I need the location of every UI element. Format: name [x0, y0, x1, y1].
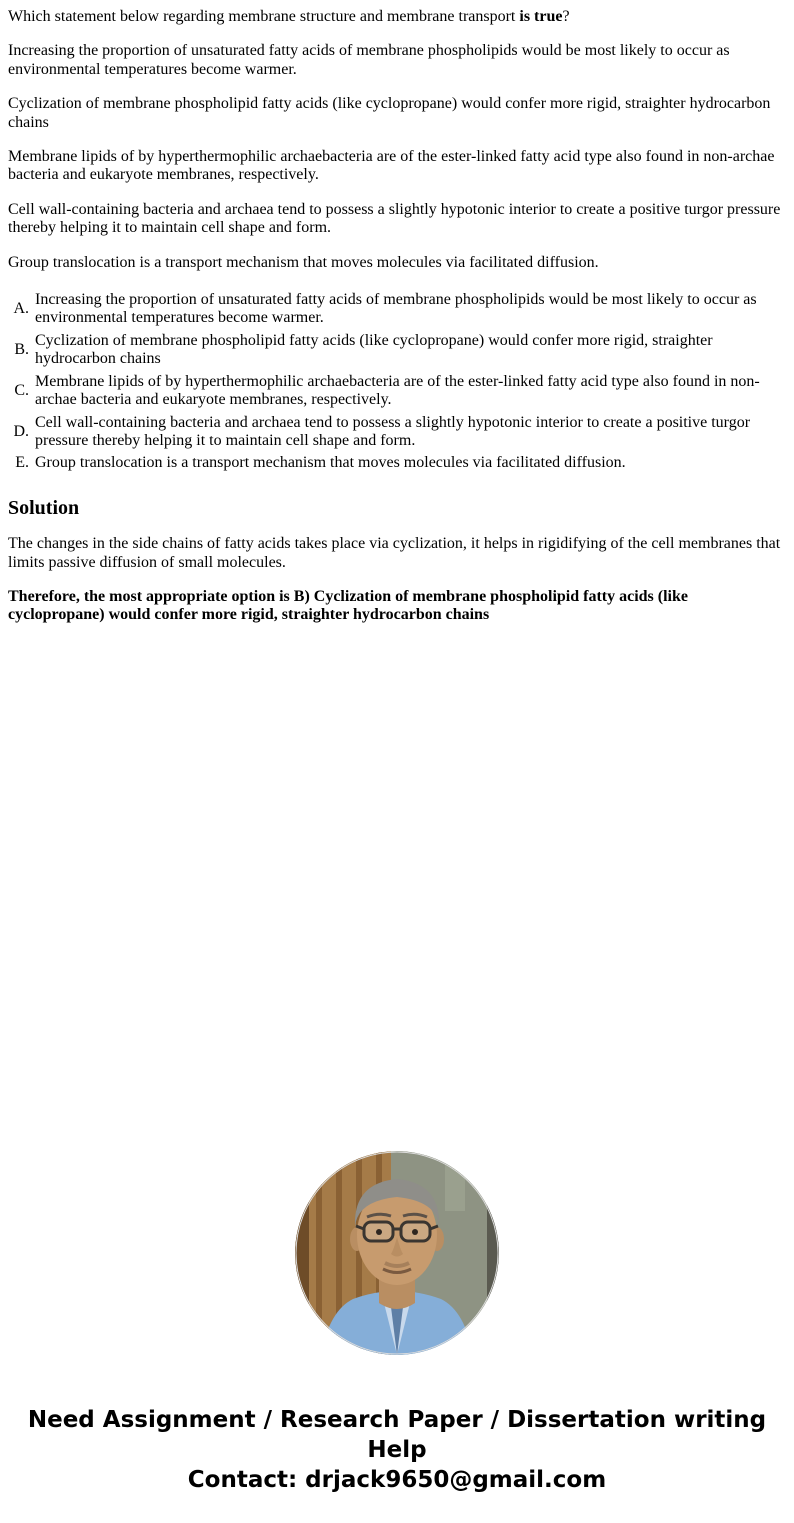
tutor-photo — [295, 1151, 499, 1355]
statement-paragraph: Group translocation is a transport mechanism that moves molecules via facilitated diffusion. — [8, 253, 599, 271]
tutor-photo-image — [295, 1151, 499, 1355]
statement-paragraph: Membrane lipids of by hyperthermophilic archaebacteria are of the ester-linked fatty acid type also found in non-archae bacteria and eukaryote membranes, respectively. — [8, 148, 775, 184]
statement-paragraph: Cyclization of membrane phospholipid fatty acids (like cyclopropane) would confer more rigid, straighter hydrocarbon chains — [8, 95, 771, 131]
footer-help-text: Need Assignment / Research Paper / Dissertation writing Help — [27, 1407, 767, 1463]
statement-paragraph: Cell wall-containing bacteria and archaea tend to possess a slightly hypotonic interior to create a positive turgor pressure thereby helping it to maintain cell shape and form. — [8, 200, 781, 237]
question-prefix: Which statement below regarding membrane structure and membrane transport — [8, 8, 520, 25]
option-text: Increasing the proportion of unsaturated fatty acids of membrane phospholipids would be most likely to occur as environmental temperatures become warmer. — [35, 291, 757, 327]
option-letter: D. — [13, 422, 29, 440]
footer-section — [0, 1151, 794, 1495]
question-suffix: ? — [562, 8, 570, 25]
options-list — [8, 291, 786, 473]
question-bold: is true — [519, 8, 563, 25]
option-row — [8, 414, 786, 451]
option-text: Cell wall-containing bacteria and archaea tend to possess a slightly hypotonic interior to create a positive turgor pressure thereby helping it to maintain cell shape and form. — [35, 413, 751, 449]
question-text — [8, 8, 786, 26]
option-letter: C. — [14, 381, 29, 399]
solution-conclusion: Therefore, the most appropriate option is B) Cyclization of membrane phospholipid fatty acids (like cyclopropane) would confer more rigid, straighter hydrocarbon chains — [8, 587, 688, 624]
footer-contact-text: Contact: drjack9650@gmail.com — [187, 1467, 607, 1493]
option-letter: E. — [15, 454, 29, 472]
solution-body: The changes in the side chains of fatty acids takes place via cyclization, it helps in rigidifying of the cell membranes that limits passive diffusion of small molecules. — [8, 535, 781, 571]
option-row — [8, 332, 786, 369]
option-row — [8, 454, 786, 472]
option-row — [8, 291, 786, 328]
option-text: Cyclization of membrane phospholipid fatty acids (like cyclopropane) would confer more rigid, straighter hydrocarbon chains — [35, 331, 713, 368]
document-body — [0, 0, 794, 625]
option-text: Membrane lipids of by hyperthermophilic archaebacteria are of the ester-linked fatty acid type also found in non-archae bacteria and eukaryote membranes, respectively. — [35, 372, 760, 409]
option-letter: B. — [14, 341, 29, 359]
option-row — [8, 373, 786, 410]
solution-heading: Solution — [8, 496, 80, 519]
option-letter: A. — [13, 300, 29, 318]
statement-paragraph: Increasing the proportion of unsaturated fatty acids of membrane phospholipids would be most likely to occur as environmental temperatures become warmer. — [8, 42, 730, 78]
option-text: Group translocation is a transport mechanism that moves molecules via facilitated diffusion. — [35, 454, 626, 472]
